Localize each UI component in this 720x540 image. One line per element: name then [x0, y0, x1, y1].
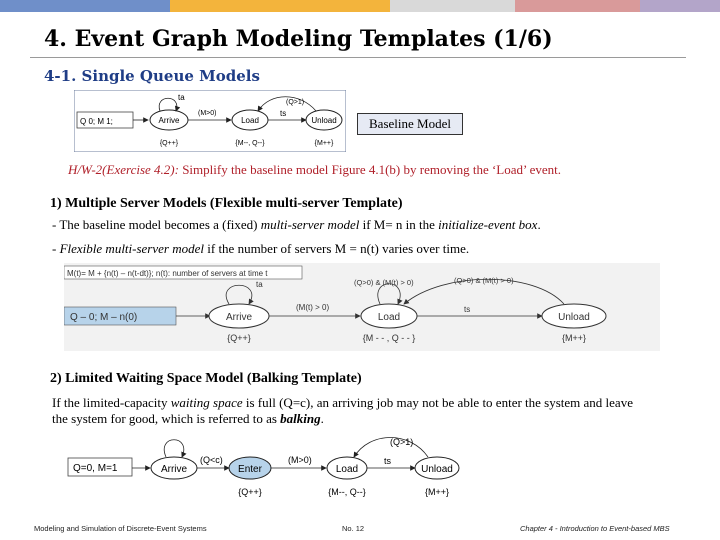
- s2-l1-b: waiting space: [170, 395, 243, 410]
- balking-init: Q=0, M=1: [73, 463, 118, 474]
- unload-effect-3: {M++}: [424, 487, 450, 497]
- footer-right: Chapter 4 - Introduction to Event-based MBS: [520, 524, 670, 533]
- s2-l1-a: If the limited-capacity: [52, 395, 171, 410]
- arrive-label: Arrive: [158, 116, 180, 125]
- ts-label: ts: [280, 109, 287, 118]
- enter-label: Enter: [238, 464, 262, 475]
- top-color-bar: [0, 0, 720, 12]
- top-bar-segment: [640, 0, 720, 12]
- title-divider: [30, 57, 686, 58]
- s1-l1-e: .: [537, 217, 541, 232]
- cond-mt-gt-0: (M(t) > 0): [296, 303, 330, 312]
- unload-label-3: Unload: [421, 464, 453, 475]
- section-subtitle: 4-1. Single Queue Models: [44, 67, 260, 85]
- homework-note: [68, 162, 561, 178]
- s1-l2-b: Flexible multi-server model: [59, 241, 204, 256]
- s2-l2-a: the system for good, which is referred to as: [52, 411, 281, 426]
- section2-line1: [52, 395, 633, 410]
- homework-prefix: H/W-2(Exercise 4.2):: [68, 162, 179, 177]
- arrive-label-3: Arrive: [160, 464, 188, 475]
- balking-event-graph: [64, 428, 484, 500]
- enter-effect: {Q++}: [238, 487, 262, 497]
- multi-server-note: M(t)= M + {n(t) – n(t-dt)}; n(t): number of servers at time t: [67, 269, 268, 278]
- unload-effect: {M++}: [314, 140, 334, 147]
- section2-line2: [52, 411, 324, 426]
- load-effect-2: {M - - , Q - - }: [362, 333, 416, 343]
- load-effect-3: {M--, Q--}: [328, 487, 366, 497]
- ta-label: ta: [178, 93, 185, 102]
- unload-label-2: Unload: [558, 312, 590, 323]
- arrive-label-2: Arrive: [225, 312, 253, 323]
- section2-heading: 2) Limited Waiting Space Model (Balking Template): [50, 371, 362, 386]
- arrive-effect-2: {Q++}: [227, 333, 251, 343]
- baseline-init-text: Q 0; M 1;: [80, 117, 113, 126]
- section1-line1: [52, 217, 541, 232]
- top-bar-segment: [390, 0, 515, 12]
- s1-l1-b: multi-server model: [260, 217, 360, 232]
- ta-label-2: ta: [256, 280, 263, 289]
- s2-l2-b: balking: [280, 411, 321, 426]
- section1-heading: 1) Multiple Server Models (Flexible multi-server Template): [50, 196, 403, 211]
- cond-unload-load: (Q>0) & (M(t) > 0): [454, 276, 514, 285]
- s1-l1-d: initialize-event box: [438, 217, 538, 232]
- ts-label-2: ts: [464, 305, 471, 314]
- unload-label: Unload: [311, 116, 337, 125]
- slide-title: 4. Event Graph Modeling Templates (1/6): [44, 26, 553, 52]
- s1-l2-c: if the number of servers M = n(t) varies over time.: [204, 241, 470, 256]
- footer-left: Modeling and Simulation of Discrete-Event Systems: [34, 524, 207, 533]
- load-label-3: Load: [335, 464, 359, 475]
- homework-text: Simplify the baseline model Figure 4.1(b) by removing the ‘Load’ event.: [178, 162, 562, 177]
- top-bar-segment: [515, 0, 640, 12]
- s2-l2-c: .: [320, 411, 324, 426]
- load-label-2: Load: [377, 312, 401, 323]
- load-label: Load: [241, 116, 259, 125]
- s1-l1-c: if M= n in the: [359, 217, 439, 232]
- baseline-event-graph: [74, 90, 346, 152]
- ts-label-3: ts: [384, 456, 392, 466]
- s2-l1-c: is full (Q=c), an arriving job may not be able to enter the system and leave: [242, 395, 633, 410]
- top-bar-segment: [0, 0, 170, 12]
- cond-q-gt-1-3: (Q>1): [390, 437, 414, 447]
- baseline-model-label: Baseline Model: [357, 113, 463, 135]
- cond-m-gt-0: (M>0): [198, 110, 217, 117]
- cond-q-gt-1: (Q>1): [286, 99, 305, 106]
- multi-server-init: Q – 0; M – n(0): [70, 312, 138, 323]
- section1-line2: [52, 241, 469, 256]
- cond-m-gt-0-3: (M>0): [288, 455, 312, 465]
- cond-self-load: (Q>0) & (M(t) > 0): [354, 278, 414, 287]
- cond-q-lt-c: (Q<c): [200, 455, 223, 465]
- top-bar-segment: [170, 0, 390, 12]
- unload-effect-2: {M++}: [561, 333, 587, 343]
- load-effect: {M--, Q--}: [235, 140, 265, 147]
- s1-l2-a: -: [52, 241, 60, 256]
- s1-l1-a: - The baseline model becomes a (fixed): [52, 217, 261, 232]
- footer-page-number: No. 12: [342, 524, 365, 533]
- arrive-effect: {Q++}: [159, 140, 179, 147]
- multi-server-event-graph: [64, 263, 660, 351]
